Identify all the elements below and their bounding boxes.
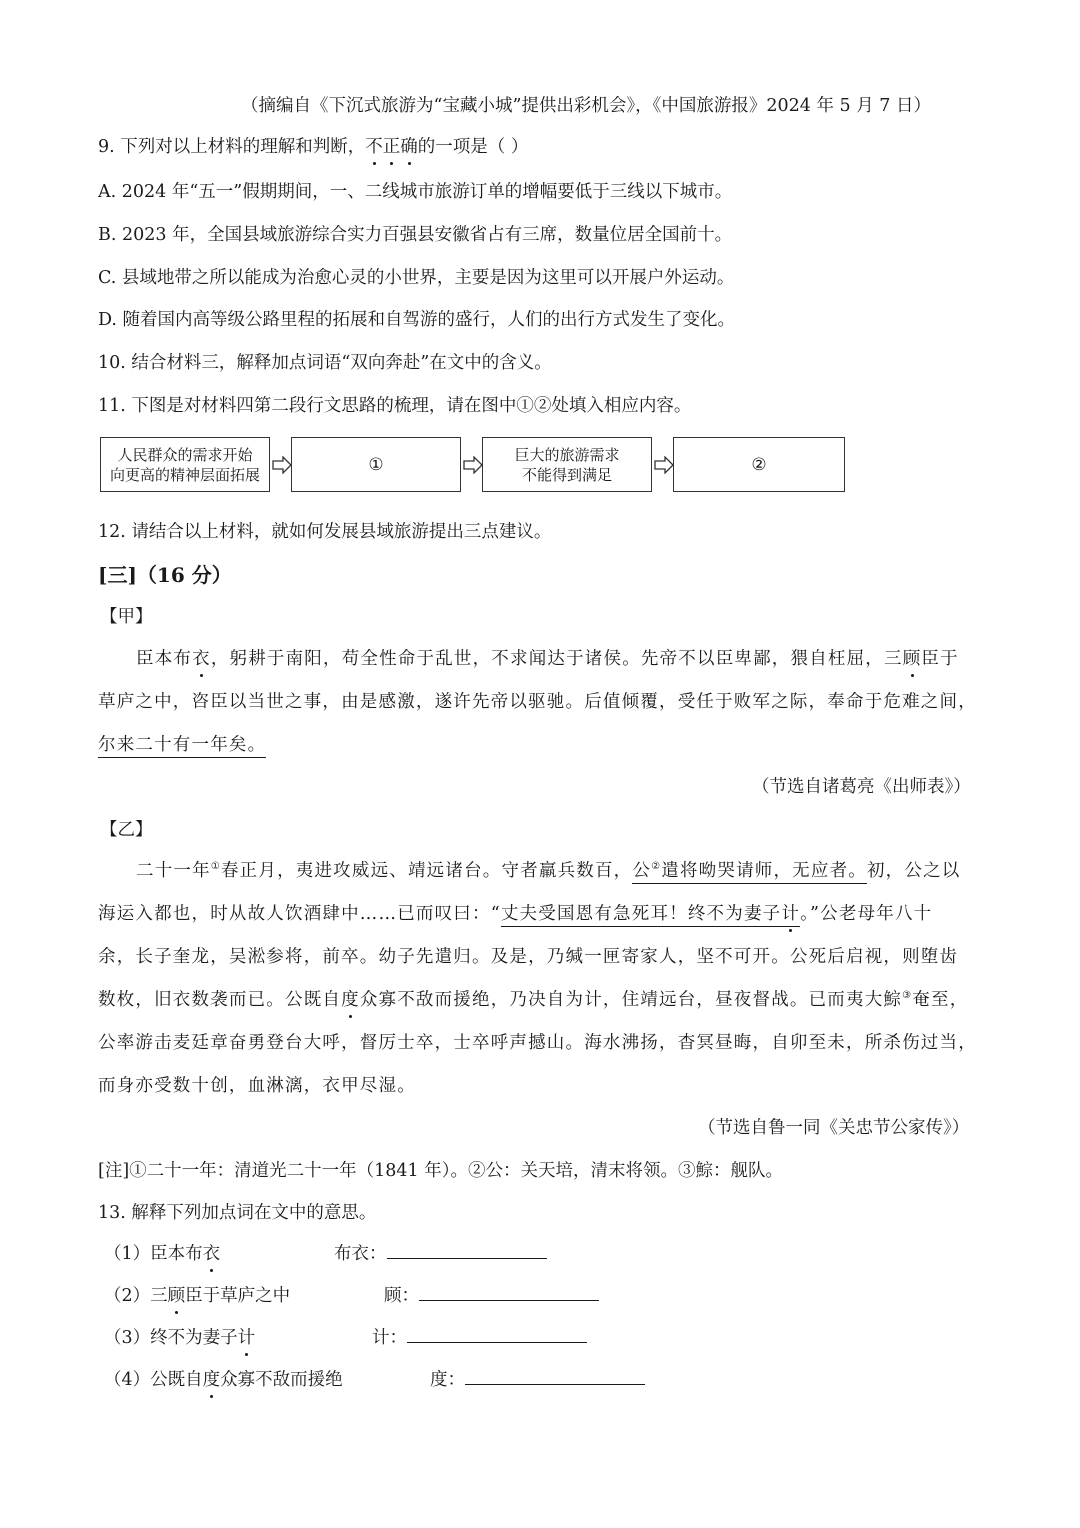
passage-jia-line-3	[98, 731, 266, 756]
answer-blank[interactable]	[419, 1299, 599, 1301]
flow-box-3	[482, 437, 652, 492]
passage-yi-source: （节选自鲁一同《关忠节公家传》）	[698, 1118, 970, 1138]
yi-text: 海运入都也，时从故人饮酒肆中……已而叹曰：“	[98, 904, 501, 924]
yi-text: 二十一年	[136, 861, 211, 881]
footnote-marker: ②	[651, 861, 662, 873]
item-text: 臣于草庐之中	[185, 1286, 291, 1306]
answer-blank[interactable]	[387, 1257, 547, 1259]
flow-arrow-icon	[272, 456, 292, 474]
flow-arrow-icon	[463, 456, 483, 474]
passage-yi-line-6: 而身亦受数十创，血淋漓，衣甲尽湿。	[98, 1076, 416, 1096]
passage-yi-line-3: 余，长子奎龙，吴淞参将，前卒。幼子先遣归。及是，乃缄一匣寄家人，坚不可开。公死后启视，则堕齿	[98, 947, 959, 967]
q13-item-3	[104, 1324, 255, 1349]
footnotes: [注]①二十一年：清道光二十一年（1841 年）。②公：关天培，清末将领。③鯮：舰队。	[98, 1161, 784, 1181]
item-emphasis-char: 衣	[203, 1240, 221, 1265]
jia-text: ，躬耕于南阳，苟全性命于乱世，不求闻达于诸侯。先帝不以臣卑鄙，猥自枉屈，三	[210, 649, 903, 669]
yi-underlined-text: 终不为妻子	[687, 904, 782, 924]
jia-underlined-sentence: 尔来二十有一年矣。	[98, 735, 266, 758]
question-13-stem: 13. 解释下列加点词在文中的意思。	[98, 1203, 377, 1223]
jia-text: 臣于	[921, 649, 959, 669]
passage-jia-line-2: 草庐之中，咨臣以当世之事，由是感激，遂许先帝以驱驰。后值倾覆，受任于败军之际，奉命于危难之间，	[98, 692, 977, 712]
passage-jia-source: （节选自诸葛亮《出师表》）	[752, 777, 971, 797]
answer-key-label: 计：	[372, 1328, 407, 1348]
flow-arrow-icon	[654, 456, 674, 474]
item-number: （1）	[104, 1244, 151, 1264]
yi-underlined-text: 丈夫受国恩有急死耳！	[500, 904, 688, 924]
question-12: 12. 请结合以上材料，就如何发展县域旅游提出三点建议。	[98, 522, 552, 542]
yi-text: 春正月，夷进攻威远、靖远诸台。守者羸兵数百，	[220, 861, 633, 881]
yi-emphasis-char: 计	[781, 900, 800, 925]
passage-jia-label: 【甲】	[100, 607, 153, 627]
item-number: （3）	[104, 1328, 151, 1348]
q13-item-4-answer	[430, 1366, 645, 1391]
jia-emphasis-char: 顾	[903, 645, 922, 670]
q9-option-c: C. 县域地带之所以能成为治愈心灵的小世界，主要是因为这里可以开展户外运动。	[98, 268, 735, 288]
item-text: 三	[150, 1286, 168, 1306]
answer-key-label: 顾：	[384, 1286, 419, 1306]
passage-yi-label: 【乙】	[100, 820, 153, 840]
jia-emphasis-char: 衣	[192, 645, 211, 670]
item-text: 众寡不敌而援绝	[220, 1370, 343, 1390]
q9-option-d: D. 随着国内高等级公路里程的拓展和自驾游的盛行，人们的出行方式发生了变化。	[98, 310, 736, 330]
source-citation: （摘编自《下沉式旅游为“宝藏小城”提供出彩机会》，《中国旅游报》2024 年 5 月 7 日）	[241, 96, 932, 116]
q13-item-1	[104, 1240, 220, 1265]
item-emphasis-char: 度	[203, 1366, 221, 1391]
jia-text: 臣本布	[136, 649, 193, 669]
item-text: 终不为妻子	[150, 1328, 238, 1348]
q13-item-1-answer	[334, 1240, 547, 1265]
q9-stem-text: 9. 下列对以上材料的理解和判断，	[98, 137, 366, 157]
item-number: （4）	[104, 1370, 151, 1390]
item-number: （2）	[104, 1286, 151, 1306]
question-11: 11. 下图是对材料四第二段行文思路的梳理，请在图中①②处填入相应内容。	[98, 396, 692, 416]
q9-option-b: B. 2023 年，全国县域旅游综合实力百强县安徽省占有三席，数量位居全国前十。	[98, 225, 733, 245]
passage-yi-line-4	[98, 986, 968, 1011]
yi-text: 数枚，旧衣数袭而已。公既自	[98, 990, 342, 1010]
item-emphasis-char: 计	[238, 1324, 256, 1349]
yi-text: 。”公老母年八十	[800, 904, 933, 924]
flow-box-2-blank-1: ①	[291, 437, 461, 492]
flow-box-1-line-1: 人民群众的需求开始	[117, 445, 253, 464]
q9-stem-tail: 的一项是（ ）	[417, 137, 529, 157]
question-10: 10. 结合材料三，解释加点词语“双向奔赴”在文中的含义。	[98, 353, 552, 373]
q13-item-2-answer	[384, 1282, 599, 1307]
q9-emphasis-char: 正	[383, 133, 401, 158]
yi-emphasis-char: 度	[341, 986, 360, 1011]
yi-text: 众寡不敌而援绝，乃决自为计，住靖远台，昼夜督战。已而夷大鯮	[359, 990, 903, 1010]
section-3-heading: [三]（16 分）	[98, 563, 232, 587]
passage-jia-line-1	[136, 645, 959, 670]
flow-box-1	[100, 437, 270, 492]
q9-emphasis-char: 不	[365, 133, 383, 158]
flow-box-3-line-2: 不能得到满足	[521, 465, 612, 484]
q13-item-3-answer	[372, 1324, 587, 1349]
yi-underlined-text: 遣将呦哭请师，无应者。	[661, 861, 867, 881]
answer-blank[interactable]	[407, 1341, 587, 1343]
footnote-marker: ①	[210, 861, 221, 873]
q13-item-4	[104, 1366, 343, 1391]
passage-yi-line-2	[98, 900, 932, 925]
footnote-marker: ③	[902, 990, 913, 1002]
answer-blank[interactable]	[465, 1383, 645, 1385]
flow-box-4-blank-2: ②	[673, 437, 845, 492]
answer-key-label: 度：	[430, 1370, 465, 1390]
q13-item-2	[104, 1282, 290, 1307]
passage-yi-line-5: 公率游击麦廷章奋勇登台大呼，督厉士卒，士卒呼声撼山。海水沸扬，杳冥昼晦，自卯至未，所杀伤过当，	[98, 1033, 977, 1053]
flow-box-3-line-1: 巨大的旅游需求	[514, 445, 620, 464]
flow-box-1-line-2: 向更高的精神层面拓展	[109, 465, 260, 484]
yi-underlined-text: 公	[632, 861, 652, 881]
passage-yi-line-1	[136, 857, 960, 882]
item-emphasis-char: 顾	[168, 1282, 186, 1307]
yi-text: 奄至，	[912, 990, 969, 1010]
answer-key-label: 布衣：	[334, 1244, 387, 1264]
item-text: 公既自	[150, 1370, 203, 1390]
item-text: 臣本布	[150, 1244, 203, 1264]
yi-text: 初，公之以	[866, 861, 961, 881]
question-9-stem	[98, 133, 528, 158]
q9-option-a: A. 2024 年“五一”假期期间，一、二线城市旅游订单的增幅要低于三线以下城市。	[98, 182, 733, 202]
q9-emphasis-char: 确	[400, 133, 418, 158]
